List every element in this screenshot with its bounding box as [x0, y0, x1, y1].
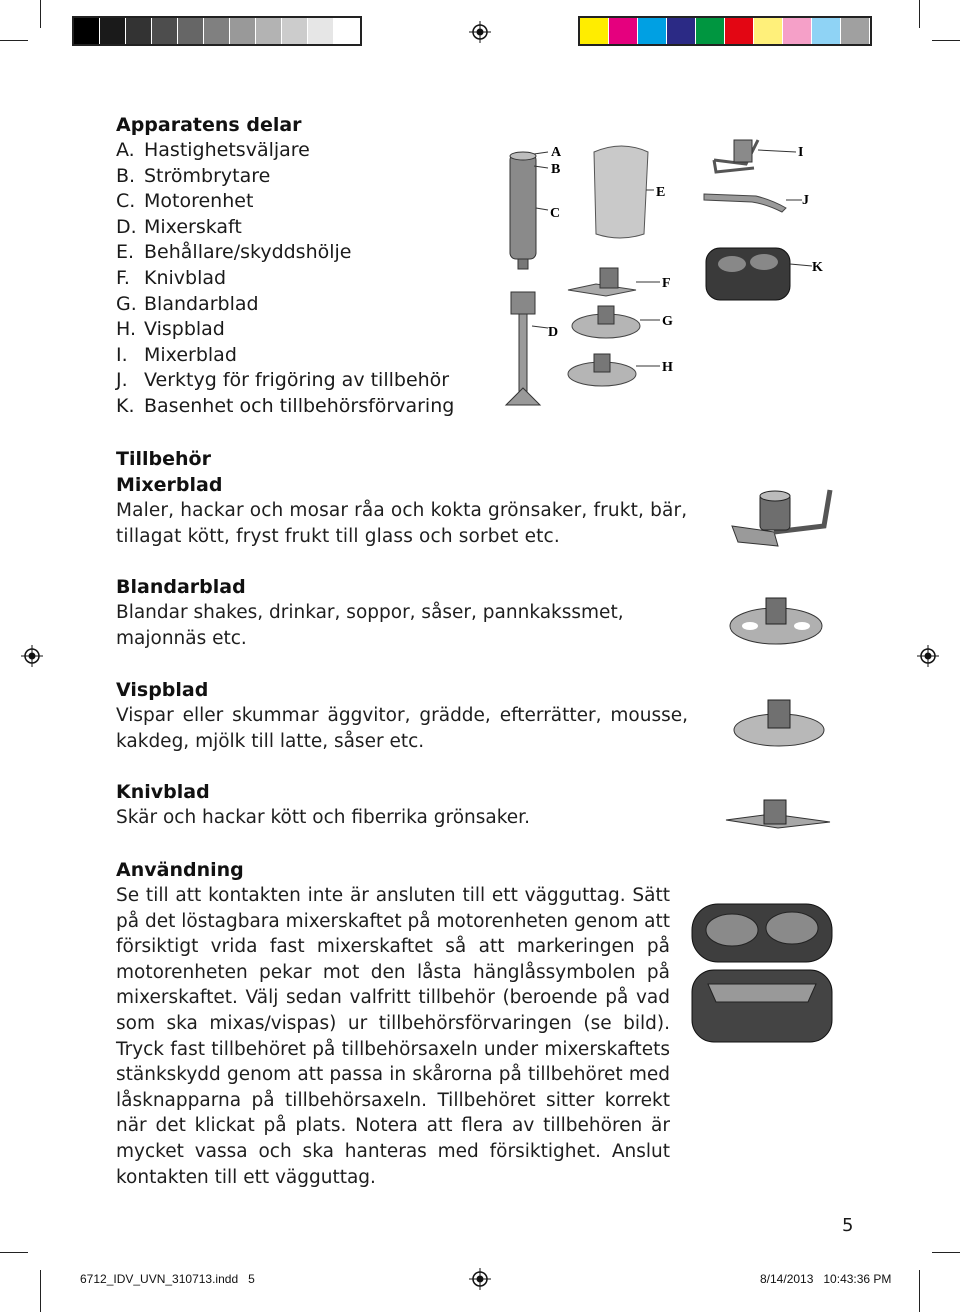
whisk-blade-heading: Vispblad	[116, 679, 209, 701]
part-name: Basenhet och tillbehörsförvaring	[144, 394, 455, 417]
parts-list-item	[116, 394, 496, 420]
parts-list-item	[116, 164, 496, 190]
gray-swatch	[204, 18, 230, 44]
usage-heading: Användning	[116, 859, 244, 881]
crop-mark	[0, 40, 28, 41]
crop-mark	[40, 1270, 41, 1312]
crop-mark	[0, 1252, 28, 1253]
diagram-label-h: H	[662, 360, 673, 375]
storage-base-illustration	[706, 248, 790, 300]
mixer-shaft-illustration	[506, 292, 540, 405]
parts-list-item	[116, 138, 496, 164]
gray-swatch	[100, 18, 126, 44]
part-name: Mixerskaft	[144, 215, 242, 238]
color-swatch	[580, 18, 609, 44]
parts-list-item	[116, 215, 496, 241]
registration-mark-icon	[469, 21, 491, 43]
parts-section	[116, 112, 496, 420]
diagram-label-k: K	[812, 260, 823, 275]
registration-mark-icon	[21, 645, 43, 667]
parts-list-item	[116, 292, 496, 318]
parts-diagram	[496, 130, 836, 420]
gray-swatch	[126, 18, 152, 44]
part-name: Hastighetsväljare	[144, 139, 310, 161]
part-letter: A.	[116, 139, 135, 161]
part-letter: E.	[116, 241, 135, 264]
storage-base-image	[688, 898, 836, 1048]
color-swatch	[725, 18, 754, 44]
part-name: Mixerblad	[144, 343, 237, 366]
color-swatch	[841, 18, 870, 44]
mixer-blade-heading: Mixerblad	[116, 474, 223, 496]
container-illustration	[594, 146, 648, 238]
part-letter: B.	[116, 164, 136, 187]
part-letter: K.	[116, 394, 135, 417]
release-tool-illustration	[704, 194, 786, 212]
crop-mark	[919, 1270, 920, 1312]
color-swatch	[783, 18, 812, 44]
color-swatch	[667, 18, 696, 44]
crop-mark	[932, 40, 960, 41]
gray-swatch	[74, 18, 100, 44]
gray-swatch	[282, 18, 308, 44]
part-name: Strömbrytare	[144, 164, 271, 187]
gray-swatch	[334, 18, 360, 44]
whisk-section	[116, 677, 688, 754]
registration-mark-icon	[917, 645, 939, 667]
diagram-label-e: E	[656, 185, 666, 200]
mixer-blade-image	[724, 486, 836, 556]
blending-blade-heading: Blandarblad	[116, 576, 246, 598]
page-number: 5	[842, 1215, 854, 1236]
parts-list-item	[116, 189, 496, 215]
color-swatch	[754, 18, 783, 44]
blending-disc-illustration	[572, 306, 640, 338]
diagram-label-a: A	[551, 145, 562, 160]
part-name: Knivblad	[144, 266, 227, 289]
whisk-disc-image	[732, 694, 826, 750]
gray-swatch	[256, 18, 282, 44]
mixer-blade-text: Maler, hackar och mosar råa och kokta grönsaker, frukt, bär, tillagat kött, fryst frukt till glass och sorbet etc.	[116, 500, 688, 547]
diagram-label-d: D	[548, 325, 559, 340]
file-slug: 6712_IDV_UVN_310713.indd 5	[80, 1272, 255, 1286]
crop-mark	[932, 1252, 960, 1253]
date-slug: 8/14/2013 10:43:36 PM	[760, 1272, 892, 1286]
knife-blade-heading: Knivblad	[116, 781, 210, 803]
accessories-heading: Tillbehör	[116, 448, 211, 470]
diagram-label-b: B	[551, 162, 561, 177]
gray-swatch	[178, 18, 204, 44]
parts-list-item	[116, 343, 496, 369]
knife-blade-illustration	[568, 268, 636, 296]
diagram-label-i: I	[798, 145, 804, 160]
gray-swatch	[152, 18, 178, 44]
part-name: Motorenhet	[144, 190, 254, 213]
parts-list	[116, 138, 496, 420]
blend-section	[116, 574, 688, 651]
gray-swatch	[308, 18, 334, 44]
diagram-label-j: J	[802, 193, 809, 208]
part-letter: I.	[116, 343, 128, 366]
part-letter: J.	[116, 369, 128, 392]
blending-disc-image	[728, 592, 824, 646]
part-name: Blandarblad	[144, 292, 259, 315]
whisk-disc-illustration	[568, 354, 636, 386]
part-letter: G.	[116, 292, 137, 315]
parts-list-item	[116, 368, 496, 394]
mixer-blade-illustration	[714, 140, 758, 172]
motor-unit-illustration	[510, 152, 536, 269]
knife-blade-text: Skär och hackar kött och fiberrika grönsaker.	[116, 807, 530, 828]
gray-swatch	[230, 18, 256, 44]
grayscale-color-bar	[72, 16, 362, 46]
usage-text: Se till att kontakten inte är ansluten till ett vägguttag. Sätt på det löstagbara mixerskaftet på motorenheten genom att försiktigt vrida fast mixerskaftet så att markeringen på motorenheten pekar mot den låsta hänglåssymbolen på mixerskaftet. Välj sedan valfritt tillbehör (beroende på vad som ska mixas/vispas) ur tillbehörsförvaringen (se bild). Tryck fast tillbehöret på tillbehörsaxeln under mixerskaftets stänkskydd genom att passa in skårorna på tillbehöret med låsknapparna på tillbehörsaxeln. Tillbehöret sitter korrekt när det klickat på plats. Notera att flera av tillbehören är mycket vassa och ska hanteras med försiktighet. Anslut kontakten till ett vägguttag.	[116, 885, 670, 1188]
color-swatch	[609, 18, 638, 44]
part-letter: C.	[116, 190, 136, 213]
crop-mark	[919, 0, 920, 28]
color-swatch	[696, 18, 725, 44]
part-name: Behållare/skyddshölje	[144, 241, 352, 264]
knife-blade-image	[722, 796, 834, 838]
part-letter: H.	[116, 318, 136, 341]
parts-list-item	[116, 240, 496, 266]
part-letter: D.	[116, 215, 137, 238]
usage-section	[116, 857, 670, 1190]
parts-heading: Apparatens delar	[116, 114, 302, 136]
parts-list-item	[116, 317, 496, 343]
whisk-blade-text: Vispar eller skummar äggvitor, grädde, efterrätter, mousse, kakdeg, mjölk till latte, såser etc.	[116, 705, 688, 752]
knife-section	[116, 779, 688, 831]
diagram-label-c: C	[550, 206, 561, 221]
diagram-label-f: F	[662, 276, 671, 291]
part-name: Verktyg för frigöring av tillbehör	[144, 369, 450, 392]
blending-blade-text: Blandar shakes, drinkar, soppor, såser, pannkakssmet, majonnäs etc.	[116, 602, 624, 649]
color-swatch	[812, 18, 841, 44]
color-swatch	[638, 18, 667, 44]
cmyk-color-bar	[578, 16, 872, 46]
accessories-section	[116, 446, 688, 549]
parts-list-item	[116, 266, 496, 292]
diagram-label-g: G	[662, 314, 673, 329]
crop-mark	[40, 0, 41, 28]
part-name: Vispblad	[144, 318, 225, 341]
registration-mark-icon	[469, 1268, 491, 1290]
part-letter: F.	[116, 266, 130, 289]
